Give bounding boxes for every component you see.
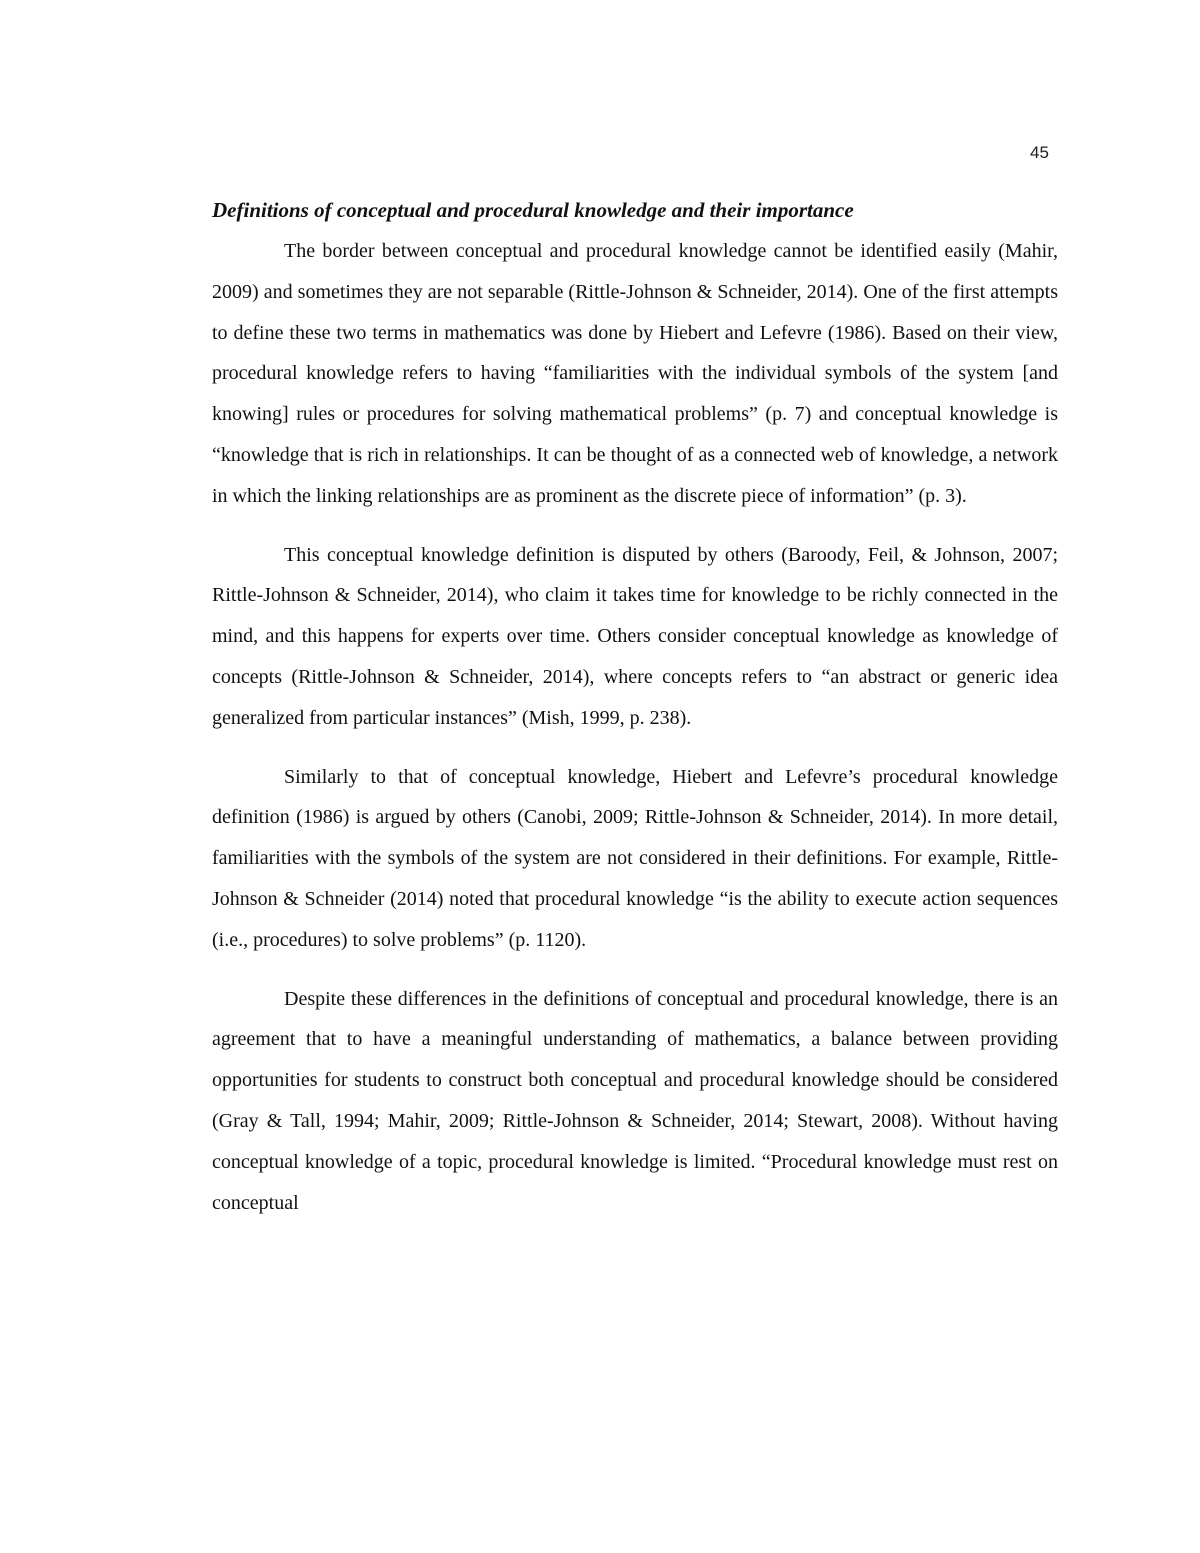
section-heading: Definitions of conceptual and procedural knowledge and their importance (212, 198, 854, 222)
paragraph-2: This conceptual knowledge definition is disputed by others (Baroody, Feil, & Johnson, 2007; Rittle-Johnson & Schneider, 2014), who claim it takes time for knowledge to be richly connected in the mind, and this happens for experts over time. Others consider conceptual knowledge as knowledge of concepts (Rittle-Johnson & Schneider, 2014), where concepts refers to “an abstract or generic idea generalized from particular instances” (Mish, 1999, p. 238). (212, 543, 1058, 729)
document-body (212, 190, 1058, 1241)
page-number: 45 (1030, 143, 1049, 162)
paragraph-3: Similarly to that of conceptual knowledge, Hiebert and Lefevre’s procedural knowledge definition (1986) is argued by others (Canobi, 2009; Rittle-Johnson & Schneider, 2014). In more detail, familiarities with the symbols of the system are not considered in their definitions. For example, Rittle-Johnson & Schneider (2014) noted that procedural knowledge “is the ability to execute action sequences (i.e., procedures) to solve problems” (p. 1120). (212, 765, 1058, 951)
paragraph-1: The border between conceptual and procedural knowledge cannot be identified easily (Mahir, 2009) and sometimes they are not separable (Rittle-Johnson & Schneider, 2014). One of the first attempts to define these two terms in mathematics was done by Hiebert and Lefevre (1986). Based on their view, procedural knowledge refers to having “familiarities with the individual symbols of the system [and knowing] rules or procedures for solving mathematical problems” (p. 7) and conceptual knowledge is “knowledge that is rich in relationships. It can be thought of as a connected web of knowledge, a network in which the linking relationships are as prominent as the discrete piece of information” (p. 3). (212, 240, 1058, 507)
paragraph-4: Despite these differences in the definitions of conceptual and procedural knowledge, there is an agreement that to have a meaningful understanding of mathematics, a balance between providing opportunities for students to construct both conceptual and procedural knowledge should be considered (Gray & Tall, 1994; Mahir, 2009; Rittle-Johnson & Schneider, 2014; Stewart, 2008). Without having conceptual knowledge of a topic, procedural knowledge is limited. “Procedural knowledge must rest on conceptual (212, 987, 1058, 1214)
